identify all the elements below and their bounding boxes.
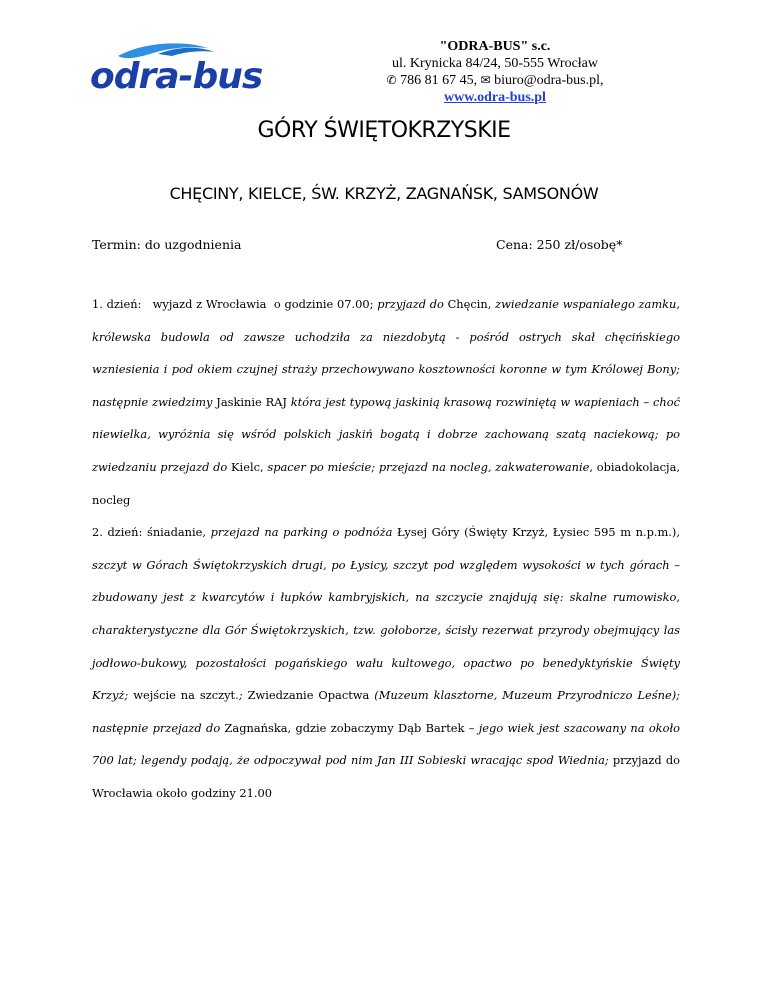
- day-1-departure: wyjazd z Wrocławia: [152, 297, 267, 311]
- day-2-paragraph: 2. dzień: śniadanie, przejazd na parking o podnóża Łysej Góry (Święty Krzyż, Łysiec 595 m n.p.m.), szczyt w Górach Świętokrzyskich drugi, po Łysicy, szczyt pod względem wysokości w tych górach – zbudowany jest z kwarcytów i łupków kambryjskich, na szczycie znajdują się: skalne rumowisko, charakterystyczne dla Gór Świętokrzyskich, tzw. gołoborze, ścisły rezerwat przyrody obejmujący las jodłowo-bukowy, pozostałości pogańskiego wału kultowego, opactwo po benedyktyńskie Święty Krzyż; wejście na szczyt.; Zwiedzanie Opactwa (Muzeum klasztorne, Muzeum Przyrodniczo Leśne); następnie przejazd do Zagnańska, gdzie zobaczymy Dąb Bartek – jego wiek jest szacowany na około 700 lat; legendy podają, że odpoczywał pod nim Jan III Sobieski wracając spod Wiednia; przyjazd do Wrocławia około godziny 21.00: [92, 525, 680, 800]
- itinerary: [92, 288, 680, 810]
- page-subtitle: CHĘCINY, KIELCE, ŚW. KRZYŻ, ZAGNAŃSK, SAMSONÓW: [169, 184, 599, 203]
- place-zagnansk: Zagnańska, gdzie zobaczymy Dąb Bartek: [224, 720, 465, 735]
- day-1-dinner: , obiadokolacja, nocleg: [92, 459, 681, 507]
- return-arrival: przyjazd do Wrocławia około godziny 21.00: [92, 753, 680, 800]
- phone-icon: ✆: [386, 73, 397, 87]
- company-address: ul. Krynicka 84/24, 50-555 Wrocław: [391, 56, 599, 71]
- term-label: Termin: do uzgodnienia: [92, 237, 242, 252]
- price-label: Cena: 250 zł/osobę*: [496, 237, 623, 252]
- place-jaskinia-raj: Jaskinie RAJ: [216, 394, 287, 409]
- day-1-label: 1. dzień:: [92, 297, 142, 311]
- phone-number: 786 81 67 45,: [400, 73, 478, 88]
- company-info: [330, 38, 660, 106]
- contact-line: [330, 72, 660, 89]
- abbey-visit: Zwiedzanie Opactwa: [247, 688, 370, 703]
- envelope-icon: ✉: [480, 73, 491, 87]
- place-checiny: Chęcin,: [447, 297, 492, 311]
- page-title: GÓRY ŚWIĘTOKRZYSKIE: [257, 118, 511, 143]
- svg-text:odra-bus: odra-bus: [90, 56, 263, 96]
- company-name: "ODRA-BUS" s.c.: [439, 39, 551, 54]
- email-link[interactable]: biuro@odra-bus.pl,: [494, 73, 604, 88]
- place-kielce: Kielc,: [231, 459, 264, 474]
- day-1-time: o godzinie 07.00;: [273, 297, 374, 311]
- day-2-label: 2. dzień: śniadanie,: [92, 525, 207, 540]
- day-1-paragraph: 1. dzień: wyjazd z Wrocławia o godzinie 07.00; przyjazd do Chęcin, zwiedzanie wspaniałego zamku, królewska budowla od zawsze uchodziła za niezdobytą - pośród ostrych skał chęcińskiego wzniesienia i pod okiem czujnej straży przechowywano kosztowności koronne w tym Królowej Bony; następnie zwiedzimy Jaskinie RAJ która jest typową jaskinią krasową rozwiniętą w wapieniach – choć niewielka, wyróżnia się wśród polskich jaskiń bogatą i dobrze zachowaną szatą naciekową; po zwiedzaniu przejazd do Kielc, spacer po mieście; przejazd na nocleg, zakwaterowanie, obiadokolacja, nocleg: [92, 297, 681, 507]
- place-lysa-gora: Łysej Góry (Święty Krzyż, Łysiec 595 m n.p.m.): [397, 525, 677, 540]
- odra-bus-logo: [88, 40, 278, 96]
- summit-entry: wejście na szczyt.: [133, 688, 239, 703]
- website-link[interactable]: www.odra-bus.pl: [444, 90, 546, 105]
